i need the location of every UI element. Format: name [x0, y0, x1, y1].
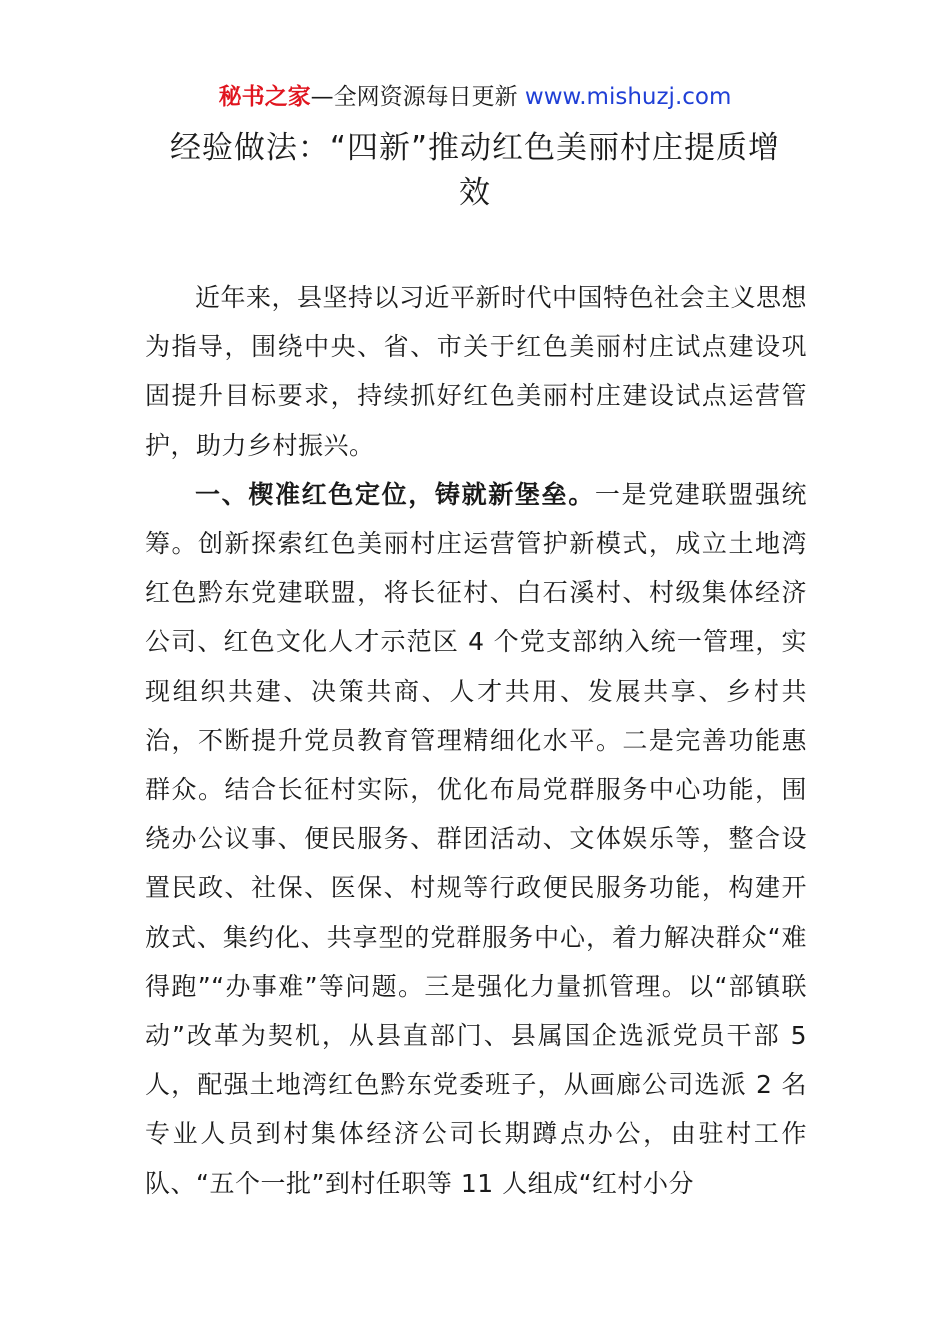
site-url[interactable]: www.mishuzj.com [517, 84, 732, 110]
intro-paragraph: 近年来，县坚持以习近平新时代中国特色社会主义思想为指导，围绕中央、省、市关于红色美丽村庄试点建设巩固提升目标要求，持续抓好红色美丽村庄建设试点运营管护，助力乡村振兴。 [145, 283, 808, 460]
section-1-body: 一是党建联盟强统筹。创新探索红色美丽村庄运营管护新模式，成立土地湾红色黔东党建联盟，将长征村、白石溪村、村级集体经济公司、红色文化人才示范区 4 个党支部纳入统一管理，实现组织共建、决策共商、人才共用、发展共享、乡村共治，不断提升党员教育管理精细化水平。二是完善功能惠群众。结合长征村实际，优化布局党群服务中心功能，围绕办公议事、便民服务、群团活动、文体娱乐等，整合设置民政、社保、医保、村规等行政便民服务功能，构建开放式、集约化、共享型的党群服务中心，着力解决群众“难得跑”“办事难”等问题。三是强化力量抓管理。以“部镇联动”改革为契机，从县直部门、县属国企选派党员干部 5 人，配强土地湾红色黔东党委班子，从画廊公司选派 2 名专业人员到村集体经济公司长期蹲点办公，由驻村工作队、“五个一批”到村任职等 11 人组成“红村小分 [145, 479, 807, 1198]
site-header [0, 82, 950, 112]
document-body [145, 273, 807, 1208]
section-1-heading: 一、楔准红色定位，铸就新堡垒。 [195, 479, 595, 509]
title-line-1: 经验做法：“四新”推动红色美丽村庄提质增 [169, 130, 781, 166]
brand-name: 秘书之家 [218, 84, 311, 110]
header-tagline: —全网资源每日更新 [310, 84, 518, 110]
title-line-2: 效 [459, 175, 491, 211]
section-1-paragraph [145, 470, 807, 1208]
document-title [145, 126, 805, 216]
